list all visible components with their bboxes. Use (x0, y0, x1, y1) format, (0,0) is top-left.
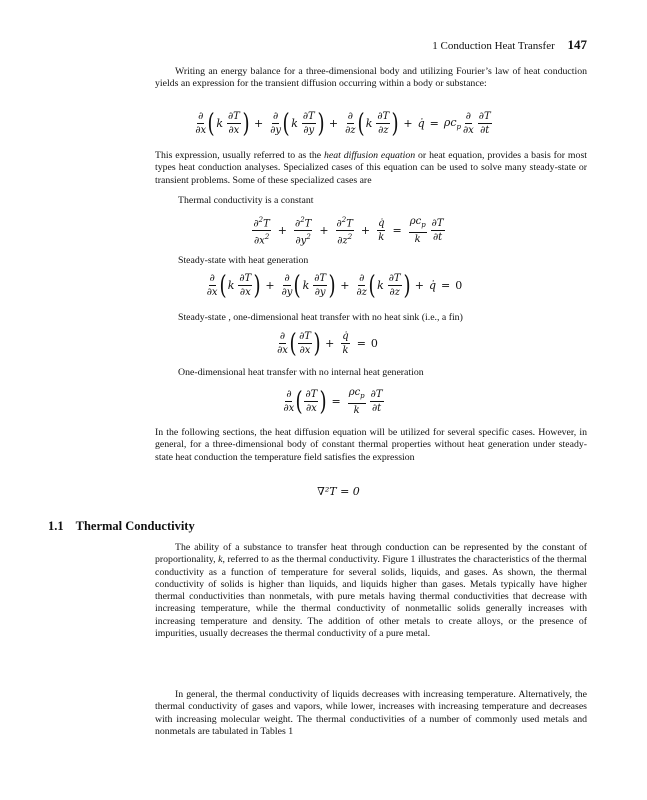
thermal-conductivity-paragraph-2: In general, the thermal conductivity of liquids decreases with increasing temperature. Alternatively, the thermal conductivity of gases and vapors, while lower, increases with increasing temperature and decreases with increasing molecular weight. The thermal conductivities of a number of commonly used metals and nonmetals are tabulated in Tables 1 (155, 689, 587, 737)
case-label-steady-gen: Steady-state with heat generation (178, 255, 309, 266)
laplace-equation: ∇²T = 0 (317, 485, 360, 498)
intro-paragraph (155, 66, 587, 91)
diffusion-explanation: This expression, usually referred to as the heat diffusion equation or heat equation, provides a basis for most types heat conduction analyses. Specialized cases of this equation can be used to solve many steady-state or transient problems. Some of these specialized cases are (155, 150, 587, 186)
case-label-constant-k: Thermal conductivity is a constant (178, 195, 314, 206)
section-number: 1.1 (48, 519, 64, 533)
section-heading (48, 519, 195, 534)
intro-text: Writing an energy balance for a three-dimensional body and utilizing Fourier’s law of heat conduction yields an expression for the transient diffusion occurring within a body or substance: (155, 66, 587, 90)
chapter-title: 1 Conduction Heat Transfer (432, 40, 555, 52)
equation-steady-1d: $\frac{\partial}{\partial x}$ ( $\frac{\partial T}{\partial x}$ ) + $\frac{q̇}{k}$ = 0 (277, 328, 378, 359)
case-label-1d-no-gen: One-dimensional heat transfer with no internal heat generation (178, 367, 424, 378)
heat-diffusion-term: heat diffusion equation (323, 150, 416, 161)
equation-steady-gen: $\frac{\partial}{\partial x}$ ( k $\frac{\partial T}{\partial x}$ ) + $\frac{\partial}{\partial y}$ ( k $\frac{\partial T}{\partial y}$ ) + $\frac{\partial}{\partial z}$ ( k $\frac{\partial T}{\partial z}$ ) + q̇ = 0 (206, 270, 463, 301)
thermal-conductivity-paragraph-1: The ability of a substance to transfer heat through conduction can be represented by the constant of proportionality, k, referred to as the thermal conductivity. Figure 1 illustrates the characteristics of the thermal conductivity as a function of temperature for several solids, liquids, and gases. As shown, the thermal conductivity of solids is higher than liquids, and liquids higher than gases. Metals typically have higher thermal conductivities than nonmetals, with pure metals having thermal conductivities that decrease with increasing temperature, while the thermal conductivity of nonmetallic solids generally increases with increasing temperature and density. The addition of other metals to create alloys, or the presence of impurities, usually decreases the thermal conductivity of a pure metal. (155, 542, 587, 640)
section-title: Thermal Conductivity (75, 519, 195, 533)
page-number: 147 (567, 37, 587, 52)
equation-1d-no-gen: $\frac{\partial}{\partial x}$ ( $\frac{\partial T}{\partial x}$ ) = $\frac{\rho c_p}{k}$ $\frac{\partial T}{\partial t}$ (283, 386, 383, 417)
equation-constant-k: $\frac{\partial^2T}{\partial x^2}$ + $\frac{\partial^2T}{\partial y^2}$ + $\frac{\partial^2T}{\partial z^2}$ + $\frac{q̇}{k}$ = $\frac{\rho c_p}{k}$ $\frac{\partial T}{\partial t}$ (253, 216, 444, 247)
following-paragraph: In the following sections, the heat diffusion equation will be utilized for several specific cases. However, in general, for a three-dimensional body of constant thermal properties without heat generation under steady-state heat conduction the temperature field satisfies the expression (155, 427, 587, 463)
case-label-steady-1d: Steady-state , one-dimensional heat transfer with no heat sink (i.e., a fin) (178, 312, 463, 323)
running-header (432, 37, 587, 53)
heat-diffusion-equation: $\frac{\partial}{\partial x}$ ( k $\frac{\partial T}{\partial x}$ ) + $\frac{\partial}{\partial y}$ ( k $\frac{\partial T}{\partial y}$ ) + $\frac{\partial}{\partial z}$ ( k $\frac{\partial T}{\partial z}$ ) + q̇ = $\rho c_p$ $\frac{\partial}{\partial x}$ $\frac{\partial T}{\partial t}$ (195, 108, 491, 139)
